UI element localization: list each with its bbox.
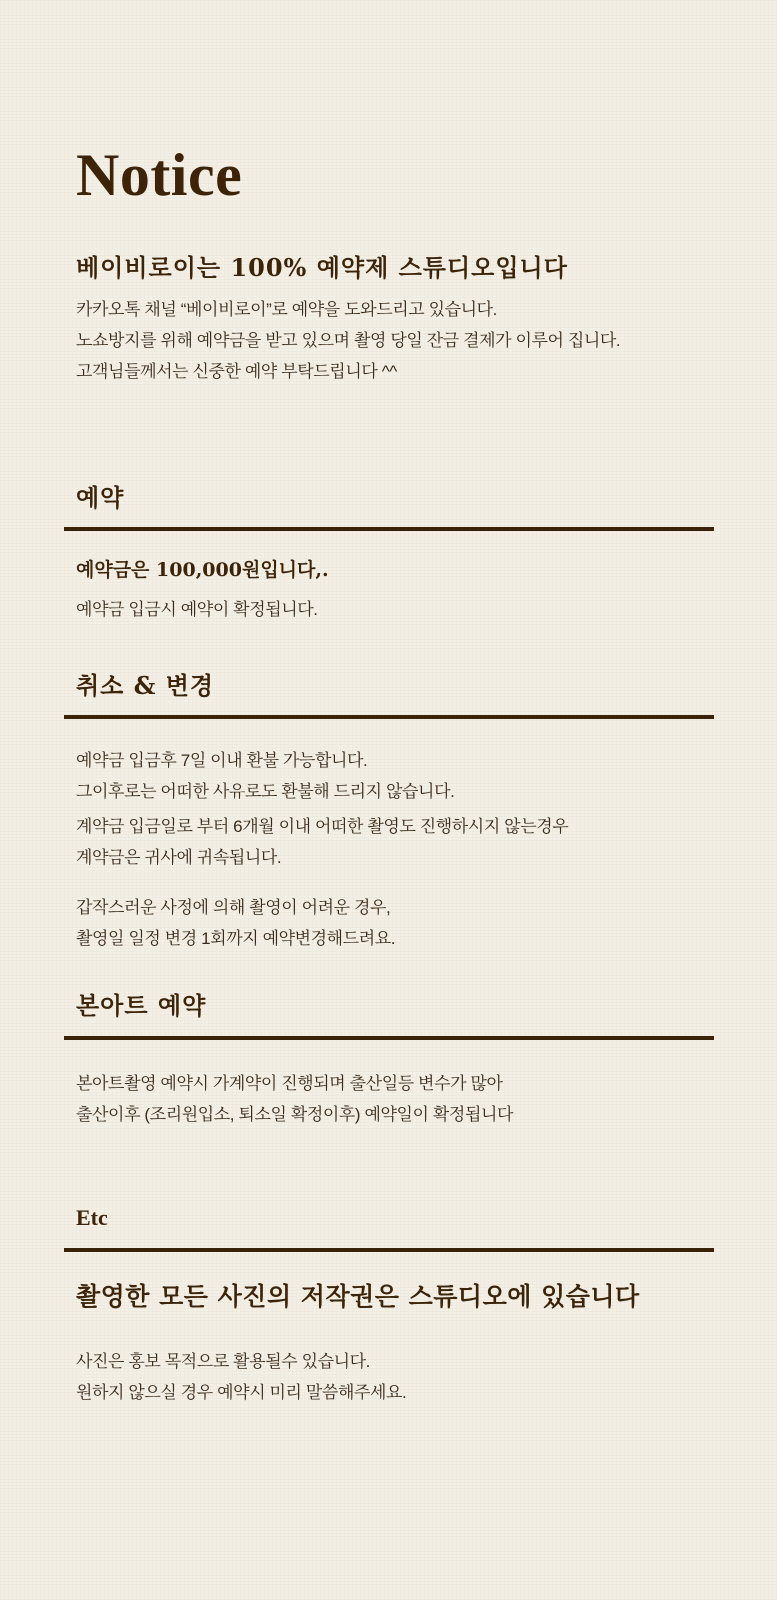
cancel-line: 갑작스러운 사정에 의해 촬영이 어려운 경우,: [76, 898, 391, 917]
reservation-heading: 예약: [76, 483, 125, 512]
section-divider: [64, 1036, 714, 1040]
bonart-heading: 본아트 예약: [76, 991, 207, 1020]
section-divider: [64, 715, 714, 719]
cancel-line: 계약금 입금일로 부터 6개월 이내 어떠한 촬영도 진행하시지 않는경우: [76, 817, 569, 836]
page-title: Notice: [76, 142, 243, 208]
etc-heading: Etc: [76, 1205, 108, 1230]
cancel-contract-text: [76, 811, 568, 873]
copyright-heading: 촬영한 모든 사진의 저작권은 스튜디오에 있습니다: [76, 1282, 640, 1311]
cancel-refund-text: [76, 745, 454, 807]
cancel-line: 예약금 입금후 7일 이내 환불 가능합니다.: [76, 751, 368, 770]
notice-line: 노쇼방지를 위해 예약금을 받고 있으며 촬영 당일 잔금 결제가 이루어 집니다.: [76, 331, 621, 350]
section-divider: [64, 527, 714, 531]
notice-line: 고객님들께서는 신중한 예약 부탁드립니다 ^^: [76, 362, 397, 381]
etc-body: [76, 1346, 406, 1408]
bonart-body: [76, 1068, 513, 1130]
bonart-line: 출산이후 (조리원입소, 퇴소일 확정이후) 예약일이 확정됩니다: [76, 1105, 514, 1124]
cancel-reschedule-text: [76, 892, 395, 954]
etc-line: 사진은 홍보 목적으로 활용될수 있습니다.: [76, 1352, 370, 1371]
notice-heading: 베이비로이는 100% 예약제 스튜디오입니다: [76, 253, 568, 282]
notice-body: [76, 294, 620, 387]
bonart-line: 본아트촬영 예약시 가계약이 진행되며 출산일등 변수가 많아: [76, 1074, 503, 1093]
cancel-heading: 취소 & 변경: [76, 671, 215, 700]
notice-line: 카카오톡 채널 “베이비로이”로 예약을 도와드리고 있습니다.: [76, 300, 497, 319]
reservation-body: [76, 594, 318, 625]
cancel-line: 그이후로는 어떠한 사유로도 환불해 드리지 않습니다.: [76, 782, 455, 801]
cancel-line: 촬영일 일정 변경 1회까지 예약변경해드려요.: [76, 929, 396, 948]
cancel-line: 계약금은 귀사에 귀속됩니다.: [76, 848, 282, 867]
reservation-line: 예약금 입금시 예약이 확정됩니다.: [76, 600, 318, 619]
section-divider: [64, 1248, 714, 1252]
etc-line: 원하지 않으실 경우 예약시 미리 말씀해주세요.: [76, 1383, 407, 1402]
reservation-deposit-heading: 예약금은 100,000원입니다,.: [76, 559, 329, 581]
